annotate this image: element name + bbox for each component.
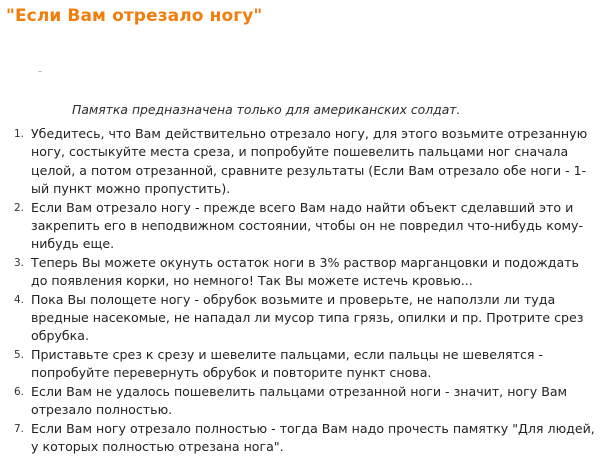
list-item-text: Если Вам отрезало ногу - прежде всего Вам надо найти объект сделавший это и закрепить его в неподвижном состоянии, чтобы он не повредил что-нибудь кому-нибудь еще.	[31, 200, 583, 252]
list-item-number: 7.	[14, 420, 24, 438]
instruction-list	[0, 125, 596, 456]
list-item-number: 2.	[14, 199, 24, 217]
list-item	[31, 199, 596, 254]
list-item-number: 1.	[14, 125, 24, 143]
list-item	[31, 346, 596, 383]
page-title: "Если Вам отрезало ногу"	[6, 6, 262, 26]
memo-note: Памятка предназначена только для американских солдат.	[72, 102, 460, 117]
divider-mark	[38, 71, 42, 72]
list-item	[31, 291, 596, 346]
list-item	[31, 383, 596, 420]
list-item-text: Приставьте срез к срезу и шевелите пальцами, если пальцы не шевелятся - попробуйте перевернуть обрубок и повторите пункт снова.	[31, 347, 543, 380]
list-item-number: 5.	[14, 346, 24, 364]
list-item	[31, 125, 596, 199]
list-item-text: Если Вам не удалось пошевелить пальцами отрезанной ноги - значит, ногу Вам отрезало полностью.	[31, 384, 567, 417]
list-item-text: Пока Вы полощете ногу - обрубок возьмите и проверьте, не наползли ли туда вредные насекомые, не нападал ли мусор типа грязь, опилки и пр. Протрите срез обрубка.	[31, 292, 583, 344]
list-item-number: 3.	[14, 254, 24, 272]
list-item-number: 6.	[14, 383, 24, 401]
list-item-number: 4.	[14, 291, 24, 309]
list-item	[31, 254, 596, 291]
list-item-text: Если Вам ногу отрезало полностью - тогда Вам надо прочесть памятку "Для людей, у которых полностью отрезана нога".	[31, 421, 595, 454]
list-item-text: Теперь Вы можете окунуть остаток ноги в 3% раствор марганцовки и подождать до появления корки, но немного! Так Вы можете истечь кровью...	[31, 255, 579, 288]
list-item-text: Убедитесь, что Вам действительно отрезало ногу, для этого возьмите отрезанную ногу, состыкуйте места среза, и попробуйте пошевелить пальцами ног сначала целой, а потом отрезанной, сравните результаты (Если Вам отрезало обе ноги - 1-ый пункт можно пропустить).	[31, 126, 587, 196]
